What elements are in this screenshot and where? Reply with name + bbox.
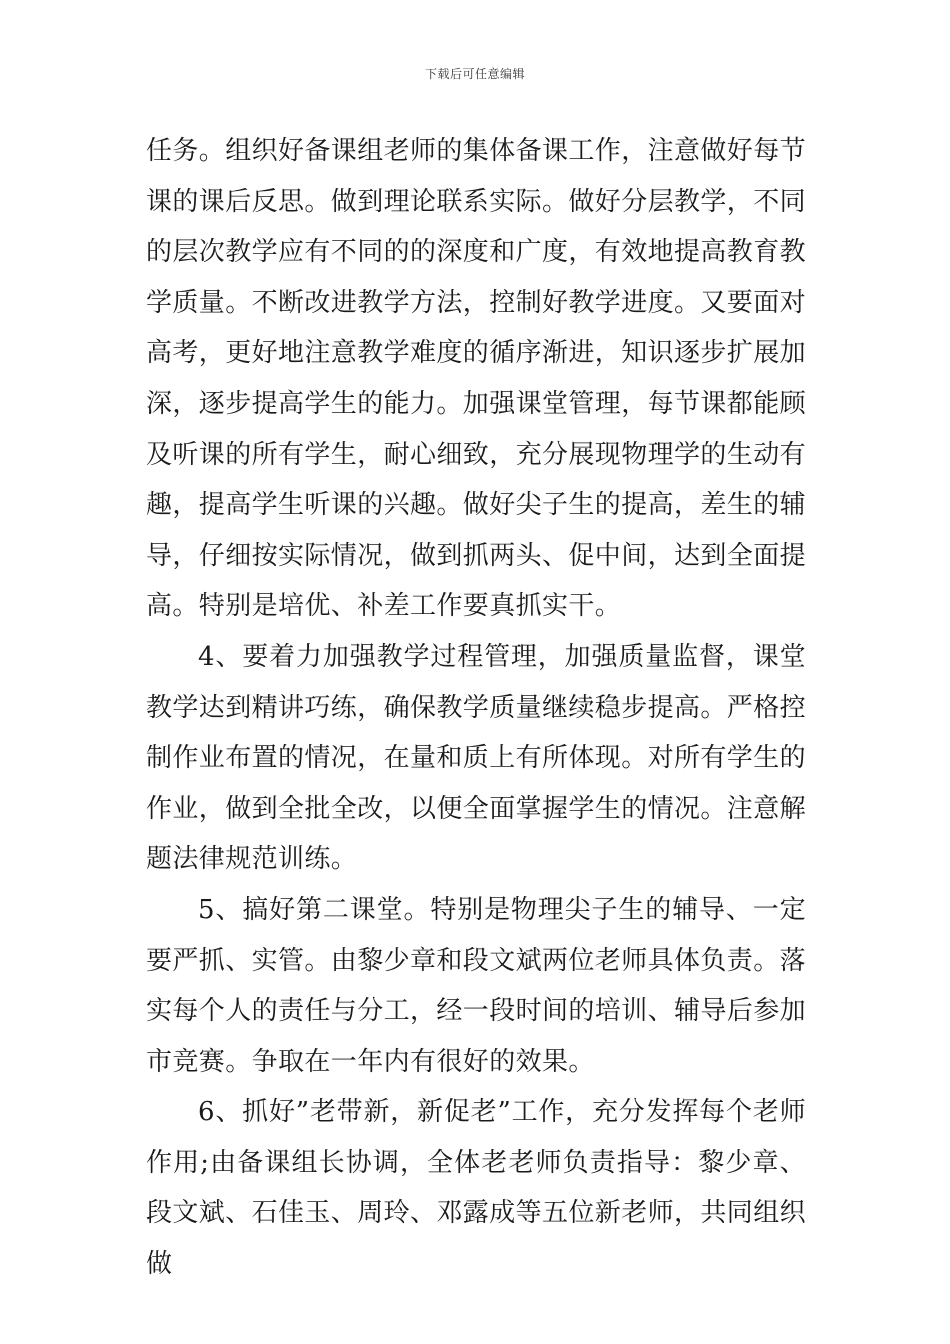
paragraph-item-4: 4、要着力加强教学过程管理，加强质量监督，课堂教学达到精讲巧练，确保教学质量继续稳步提高。严格控制作业布置的情况，在量和质上有所体现。对所有学生的作业，做到全批全改，以便全面掌握学生的情况。注意解题法律规范训练。 — [146, 641, 807, 875]
document-body — [146, 126, 806, 1290]
paragraph-item-5: 5、搞好第二课堂。特别是物理尖子生的辅导、一定要严抓、实管。由黎少章和段文斌两位老师具体负责。落实每个人的责任与分工，经一段时间的培训、辅导后参加市竞赛。争取在一年内有很好的效果。 — [146, 894, 807, 1077]
page-header: 下载后可任意编辑 — [424, 67, 525, 81]
paragraph-continuation: 任务。组织好备课组老师的集体备课工作，注意做好每节课的课后反思。做到理论联系实际。做好分层教学，不同的层次教学应有不同的的深度和广度，有效地提高教育教学质量。不断改进教学方法，控制好教学进度。又要面对高考，更好地注意教学难度的循序渐进，知识逐步扩展加深，逐步提高学生的能力。加强课堂管理，每节课都能顾及听课的所有学生，耐心细致，充分展现物理学的生动有趣，提高学生听课的兴趣。做好尖子生的提高，差生的辅导，仔细按实际情况，做到抓两头、促中间，达到全面提高。特别是培优、补差工作要真抓实干。 — [146, 136, 807, 622]
paragraph-item-6: 6、抓好”老带新，新促老”工作，充分发挥每个老师作用;由备课组长协调，全体老老师负责指导：黎少章、段文斌、石佳玉、周玲、邓露成等五位新老师，共同组织做 — [146, 1097, 807, 1280]
